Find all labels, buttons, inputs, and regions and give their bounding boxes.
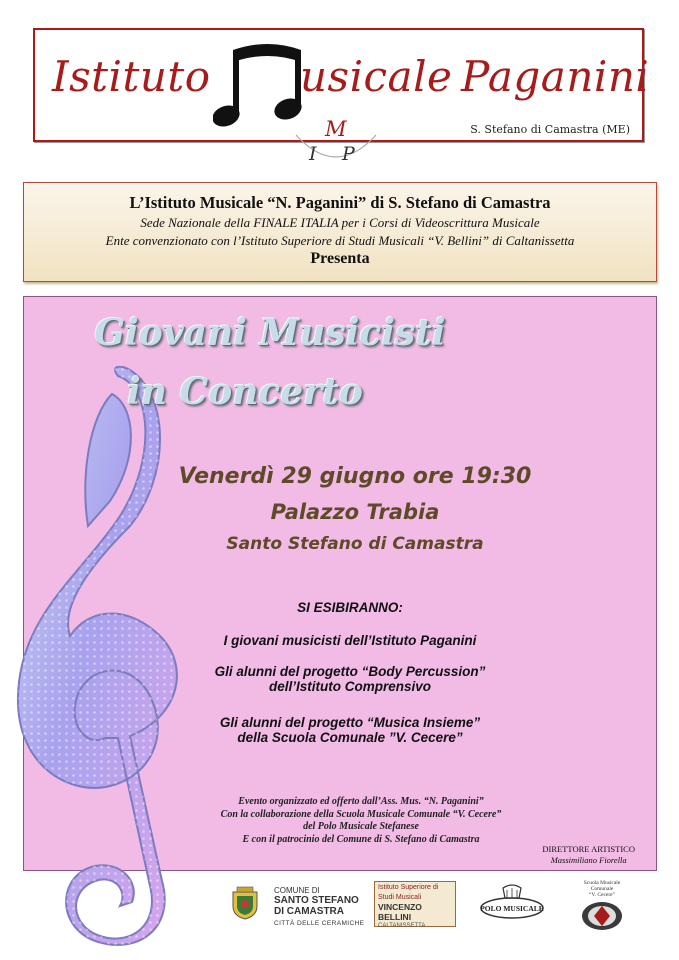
credits-line-2: Con la collaborazione della Scuola Musicale Comunale “V. Cecere”	[220, 808, 502, 820]
credits-line-3: del Polo Musicale Stefanese	[303, 821, 419, 832]
presents-box	[23, 182, 657, 282]
concert-title-line-1: Giovani Musicisti	[94, 312, 446, 354]
performer-item-3-line-1: Gli alunni del progetto “Musica Insieme”	[219, 715, 481, 730]
event-date: Venerdì 29 giugno ore 19:30	[178, 464, 532, 489]
comune-line-2: SANTO STEFANO	[274, 895, 359, 906]
logo-letter-i: I	[309, 143, 317, 165]
comune-line-3: DI CAMASTRA	[274, 906, 344, 917]
bellini-line-3: BELLINI	[378, 912, 412, 922]
bellini-line-2: VINCENZO	[378, 902, 422, 912]
performer-item-2-line-2: dell’Istituto Comprensivo	[268, 679, 431, 694]
event-city: Santo Stefano di Camastra	[226, 534, 484, 554]
scuola-line-1: Scuola Musicale Comunale	[583, 880, 621, 892]
performer-item-3	[160, 715, 540, 745]
brand-word-musicale: usicale	[300, 52, 453, 101]
performer-item-2-line-1: Gli alunni del progetto “Body Percussion”	[214, 664, 486, 679]
bellini-line-4: CALTANISSETTA	[378, 923, 426, 929]
sponsor-logos	[0, 876, 679, 946]
director-name: Massimiliano Fiorella	[550, 855, 627, 865]
bellini-logo	[374, 881, 456, 927]
comune-line-1: COMUNE DI	[274, 886, 320, 895]
polo-label: POLO MUSICALE	[480, 904, 544, 913]
performer-item-2	[160, 664, 540, 694]
comune-line-4: CITTÀ DELLE CERAMICHE	[274, 920, 365, 927]
bellini-line-1b: Studi Musicali	[378, 894, 422, 901]
polo-musicale-logo	[479, 884, 545, 920]
scuola-emblem-icon	[580, 898, 624, 932]
artistic-director	[542, 844, 635, 866]
presents-line-1: Sede Nazionale della FINALE ITALIA per i Corsi di Videoscrittura Musicale	[140, 215, 540, 230]
credits-line-1: Evento organizzato ed offerto dall’Ass. Mus. “N. Paganini”	[238, 796, 484, 807]
scuola-line-2: “V. Cecere”	[588, 892, 616, 898]
mip-logo	[292, 117, 380, 167]
brand-word-paganini: Paganini	[461, 52, 650, 101]
logo-letter-m: M	[325, 117, 347, 141]
comune-logo-text	[274, 886, 364, 927]
concert-title-line-2: in Concerto	[127, 371, 363, 413]
director-role: DIRETTORE ARTISTICO	[542, 844, 635, 854]
treble-clef-icon	[0, 366, 200, 946]
comune-crest-icon	[231, 886, 259, 920]
double-note-icon	[213, 36, 303, 132]
event-venue: Palazzo Trabia	[270, 500, 440, 524]
credits-line-4: E con il patrocinio del Comune di S. Stefano di Camastra	[242, 833, 480, 845]
performers-heading: SI ESIBIRANNO:	[297, 600, 403, 615]
bellini-line-1: Istituto Superiore di	[378, 884, 439, 891]
scuola-comunale-logo	[573, 880, 631, 930]
performer-item-3-line-2: della Scuola Comunale ”V. Cecere”	[237, 730, 463, 745]
logo-letter-p: P	[342, 143, 355, 165]
presents-line-2: Ente convenzionato con l’Istituto Superiore di Studi Musicali “V. Bellini” di Caltanissetta	[105, 233, 575, 248]
event-credits	[196, 796, 526, 846]
presents-title: L’Istituto Musicale “N. Paganini” di S. Stefano di Camastra	[129, 193, 551, 212]
performer-item-1: I giovani musicisti dell’Istituto Paganini	[223, 633, 477, 648]
presents-label: Presenta	[310, 250, 370, 267]
brand-word-istituto: Istituto	[52, 52, 211, 101]
header-location: S. Stefano di Camastra (ME)	[470, 123, 630, 136]
